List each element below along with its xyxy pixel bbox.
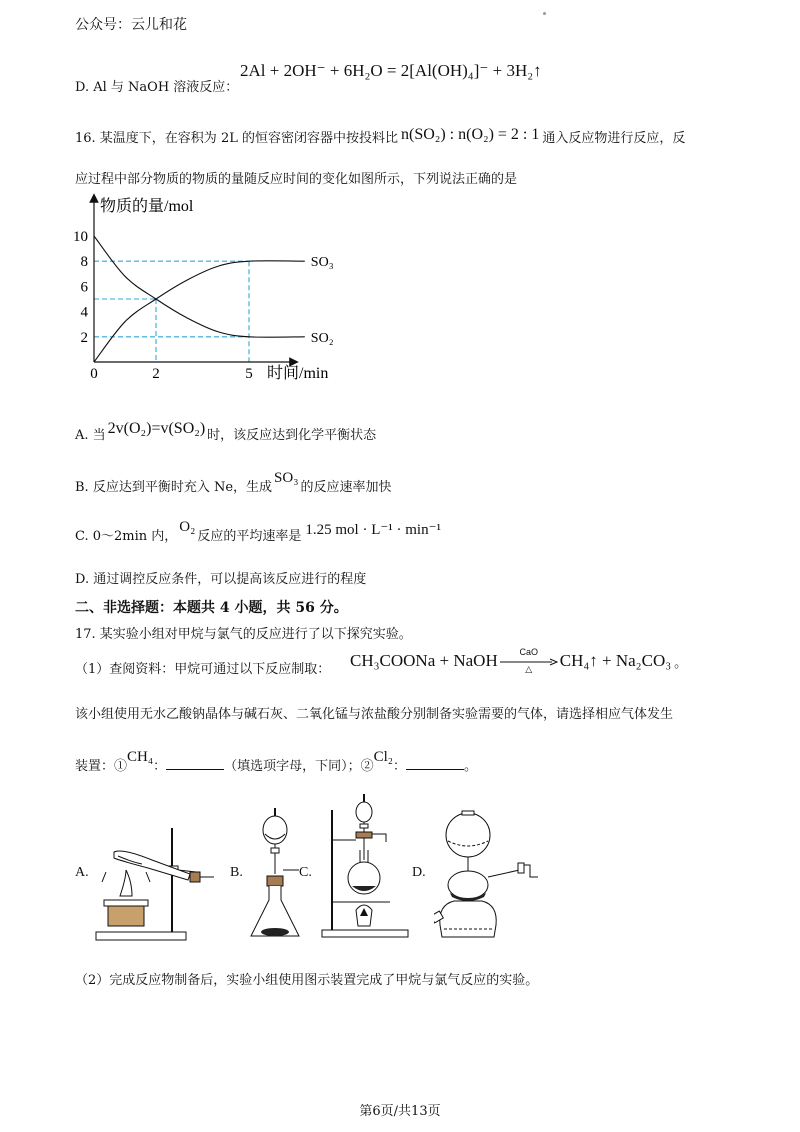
y-tick-label: 10: [73, 229, 88, 245]
answer-blank-ch4[interactable]: [166, 757, 224, 770]
apparatus-c-label: C.: [299, 865, 312, 880]
apparatus-a-label: A.: [75, 865, 89, 880]
q17-p3-pre: 装置：①: [75, 759, 128, 774]
apparatus-a-image: [92, 822, 217, 944]
speck: [543, 12, 546, 15]
answer-blank-cl2[interactable]: [406, 757, 464, 770]
q16-option-b-pre: B. 反应达到平衡时充入 Ne，生成: [75, 480, 273, 495]
q17-p3-ch4: CH₄: [127, 749, 154, 765]
series-line-so2: [94, 236, 305, 337]
q17-p3-note: （填选项字母，下同）；②: [224, 759, 374, 774]
q16-option-c: [75, 519, 442, 545]
apparatus-c-image: [320, 790, 410, 940]
q17-eq-left: CH₃COONa + NaOH: [350, 651, 498, 670]
q17-p3-end: 。: [464, 759, 478, 774]
q15-option-d-label: D. Al 与 NaOH 溶液反应：: [75, 80, 239, 95]
q16-option-c-val: 1.25 mol · L⁻¹ · min⁻¹: [305, 522, 442, 538]
q16-option-c-pre: C. 0～2min 内，: [75, 529, 178, 544]
q16-option-b-eq: SO₃: [274, 470, 299, 486]
x-axis-label: 时间/min: [267, 365, 329, 382]
series-label: SO₃: [310, 255, 334, 271]
q17-p3: [75, 749, 478, 775]
q17-eq-cond-top: CaO: [519, 647, 538, 657]
q17-eq-end: 。: [674, 655, 688, 671]
q16-stem-line2: 应过程中部分物质的物质的量随反应时间的变化如图所示，下列说法正确的是: [75, 172, 518, 187]
q17-intro: 17. 某实验小组对甲烷与氯气的反应进行了以下探究实验。: [75, 627, 412, 642]
x-tick-label: 2: [152, 366, 160, 382]
q17-equation: [350, 647, 688, 674]
q17-p3-colon1: ：: [153, 759, 167, 774]
page-number: 第6页/共13页: [359, 1104, 441, 1119]
section-title: 二、非选择题：本题共 4 小题，共 56 分。: [75, 600, 348, 616]
q16-option-b-post: 的反应速率加快: [300, 480, 392, 495]
x-tick-label: 5: [245, 366, 253, 382]
q16-option-a-pre: A. 当: [75, 428, 106, 443]
q16-option-d: D. 通过调控反应条件，可以提高该反应进行的程度: [75, 572, 367, 587]
apparatus-d-label: D.: [412, 865, 426, 880]
q16-option-b: [75, 470, 392, 496]
q17-p3-cl2: Cl₂: [373, 749, 394, 765]
q17-eq-right: CH₄↑ + Na₂CO₃: [559, 651, 672, 670]
q17-p2: 该小组使用无水乙酸钠晶体与碱石灰、二氧化锰与浓盐酸分别制备实验需要的气体，请选择相应气体发生: [75, 707, 674, 722]
q16-option-a-post: 时，该反应达到化学平衡状态: [207, 428, 377, 443]
apparatus-b-image: [245, 804, 305, 942]
y-tick-label: 8: [80, 254, 88, 271]
q16-ratio: n(SO₂) : n(O₂) = 2 : 1: [400, 126, 540, 143]
q17-eq-cond-bottom: △: [525, 664, 533, 674]
y-tick-label: 6: [80, 279, 88, 296]
y-tick-label: 4: [80, 304, 88, 321]
x-tick-label: 0: [90, 366, 98, 382]
q17-p1-pre: （1）查阅资料：甲烷可通过以下反应制取：: [75, 662, 331, 677]
q17-eq-arrow: [500, 647, 558, 674]
q16-option-a: [75, 420, 377, 444]
y-tick-label: 2: [80, 329, 88, 346]
q16-chart: [68, 190, 358, 390]
q17-p1: [75, 658, 330, 677]
apparatus-d-image: [434, 805, 554, 943]
series-label: SO₂: [310, 330, 334, 346]
q16-option-c-mid: 反应的平均速率是: [197, 529, 302, 544]
apparatus-b-label: B.: [230, 865, 243, 880]
series-line-so3: [94, 261, 305, 362]
header-account: 公众号：云儿和花: [75, 17, 187, 33]
q17-p4: （2）完成反应物制备后，实验小组使用图示装置完成了甲烷与氯气反应的实验。: [75, 973, 539, 988]
q16-option-c-eq: O₂: [179, 519, 196, 535]
q16-option-a-eq: 2v(O₂)=v(SO₂): [107, 420, 206, 437]
y-axis-label: 物质的量/mol: [100, 198, 194, 215]
q15-option-d-equation: 2Al + 2OH⁻ + 6H₂O = 2[Al(OH)₄]⁻ + 3H₂↑: [240, 61, 542, 80]
q16-stem-line1: [75, 127, 685, 147]
q16-stem-post: 通入反应物进行反应，反: [542, 131, 686, 146]
q17-p3-colon2: ：: [393, 759, 407, 774]
q16-stem-pre: 16. 某温度下，在容积为 2L 的恒容密闭容器中按投料比: [75, 131, 398, 146]
